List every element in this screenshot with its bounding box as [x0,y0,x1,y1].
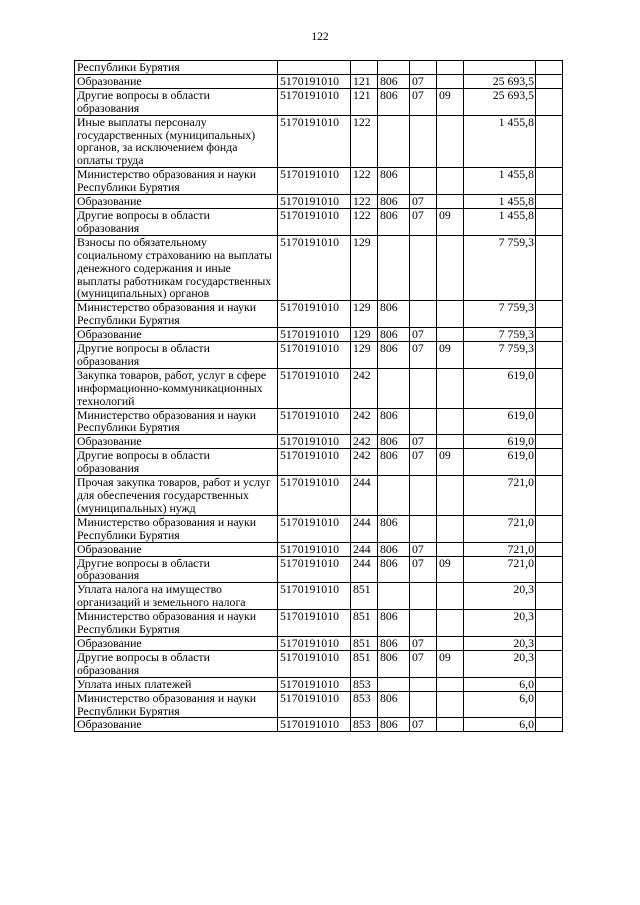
expense-type-cell: 122 [351,115,378,168]
target-article-cell [278,61,351,75]
expense-name-cell: Другие вопросы в области образования [75,208,278,235]
empty-cell [536,342,563,369]
ministry-code-cell [378,677,410,691]
amount-cell: 619,0 [464,408,536,435]
amount-cell: 619,0 [464,368,536,408]
amount-cell: 721,0 [464,476,536,516]
subsection-cell [437,718,464,732]
empty-cell [536,677,563,691]
section-cell: 07 [410,636,437,650]
amount-cell: 6,0 [464,691,536,718]
table-row [75,115,563,168]
ministry-code-cell: 806 [378,74,410,88]
expense-name-cell: Образование [75,328,278,342]
target-article-cell: 5170191010 [278,636,351,650]
expense-type-cell: 244 [351,476,378,516]
ministry-code-cell: 806 [378,208,410,235]
table-row [75,235,563,301]
amount-cell: 721,0 [464,542,536,556]
subsection-cell: 09 [437,342,464,369]
section-cell [410,691,437,718]
amount-cell: 1 455,8 [464,168,536,195]
empty-cell [536,61,563,75]
section-cell [410,368,437,408]
subsection-cell [437,691,464,718]
ministry-code-cell: 806 [378,650,410,677]
table-row [75,691,563,718]
expense-type-cell: 851 [351,636,378,650]
target-article-cell: 5170191010 [278,168,351,195]
table-row [75,168,563,195]
subsection-cell [437,636,464,650]
expense-name-cell: Образование [75,542,278,556]
expense-name-cell: Республики Бурятия [75,61,278,75]
section-cell: 07 [410,208,437,235]
expense-type-cell: 242 [351,435,378,449]
ministry-code-cell [378,368,410,408]
expense-name-cell: Уплата иных платежей [75,677,278,691]
ministry-code-cell: 806 [378,301,410,328]
empty-cell [536,368,563,408]
ministry-code-cell: 806 [378,342,410,369]
expense-type-cell: 853 [351,691,378,718]
table-row [75,301,563,328]
expense-name-cell: Другие вопросы в области образования [75,88,278,115]
section-cell [410,301,437,328]
target-article-cell: 5170191010 [278,115,351,168]
amount-cell: 25 693,5 [464,88,536,115]
ministry-code-cell [378,61,410,75]
empty-cell [536,556,563,583]
section-cell: 07 [410,718,437,732]
amount-cell: 1 455,8 [464,115,536,168]
table-row [75,208,563,235]
table-row [75,610,563,637]
expense-name-cell: Министерство образования и науки Республики Бурятия [75,408,278,435]
target-article-cell: 5170191010 [278,235,351,301]
empty-cell [536,115,563,168]
target-article-cell: 5170191010 [278,542,351,556]
expense-type-cell: 242 [351,449,378,476]
section-cell [410,115,437,168]
target-article-cell: 5170191010 [278,650,351,677]
section-cell: 07 [410,556,437,583]
table-row [75,650,563,677]
expense-type-cell: 242 [351,368,378,408]
expense-type-cell: 122 [351,208,378,235]
ministry-code-cell: 806 [378,556,410,583]
expense-type-cell: 851 [351,610,378,637]
target-article-cell: 5170191010 [278,195,351,209]
subsection-cell [437,368,464,408]
expense-name-cell: Уплата налога на имущество организаций и земельного налога [75,583,278,610]
section-cell: 07 [410,342,437,369]
amount-cell: 6,0 [464,718,536,732]
subsection-cell: 09 [437,650,464,677]
table-row [75,677,563,691]
empty-cell [536,718,563,732]
subsection-cell [437,542,464,556]
table-row [75,515,563,542]
empty-cell [536,408,563,435]
section-cell: 07 [410,435,437,449]
ministry-code-cell: 806 [378,636,410,650]
ministry-code-cell [378,235,410,301]
expense-name-cell: Министерство образования и науки Республики Бурятия [75,515,278,542]
table-row [75,368,563,408]
target-article-cell: 5170191010 [278,328,351,342]
expense-type-cell [351,61,378,75]
ministry-code-cell: 806 [378,718,410,732]
expense-name-cell: Образование [75,718,278,732]
subsection-cell [437,235,464,301]
amount-cell: 20,3 [464,583,536,610]
empty-cell [536,476,563,516]
subsection-cell [437,583,464,610]
expense-type-cell: 244 [351,515,378,542]
expense-name-cell: Образование [75,74,278,88]
empty-cell [536,691,563,718]
expense-name-cell: Другие вопросы в области образования [75,556,278,583]
subsection-cell: 09 [437,556,464,583]
ministry-code-cell [378,476,410,516]
section-cell [410,515,437,542]
empty-cell [536,301,563,328]
subsection-cell: 09 [437,449,464,476]
section-cell [410,583,437,610]
expense-type-cell: 121 [351,88,378,115]
ministry-code-cell [378,115,410,168]
expense-name-cell: Другие вопросы в области образования [75,650,278,677]
table-row [75,74,563,88]
expense-name-cell: Министерство образования и науки Республики Бурятия [75,301,278,328]
section-cell [410,61,437,75]
expense-name-cell: Министерство образования и науки Республики Бурятия [75,610,278,637]
section-cell: 07 [410,328,437,342]
budget-table [74,60,563,732]
section-cell [410,476,437,516]
amount-cell: 7 759,3 [464,235,536,301]
table-row [75,542,563,556]
section-cell: 07 [410,195,437,209]
target-article-cell: 5170191010 [278,301,351,328]
target-article-cell: 5170191010 [278,556,351,583]
empty-cell [536,542,563,556]
target-article-cell: 5170191010 [278,368,351,408]
expense-type-cell: 129 [351,235,378,301]
table-row [75,718,563,732]
amount-cell: 7 759,3 [464,328,536,342]
ministry-code-cell: 806 [378,610,410,637]
expense-type-cell: 129 [351,328,378,342]
amount-cell [464,61,536,75]
target-article-cell: 5170191010 [278,583,351,610]
subsection-cell: 09 [437,208,464,235]
amount-cell: 20,3 [464,636,536,650]
ministry-code-cell: 806 [378,195,410,209]
empty-cell [536,583,563,610]
expense-name-cell: Другие вопросы в области образования [75,342,278,369]
section-cell: 07 [410,650,437,677]
ministry-code-cell: 806 [378,435,410,449]
ministry-code-cell: 806 [378,515,410,542]
empty-cell [536,435,563,449]
expense-type-cell: 244 [351,556,378,583]
expense-type-cell: 853 [351,718,378,732]
subsection-cell [437,74,464,88]
ministry-code-cell: 806 [378,88,410,115]
section-cell [410,677,437,691]
expense-type-cell: 129 [351,342,378,369]
expense-type-cell: 122 [351,168,378,195]
table-body [75,61,563,732]
section-cell: 07 [410,88,437,115]
table-row [75,195,563,209]
expense-name-cell: Министерство образования и науки Республики Бурятия [75,691,278,718]
ministry-code-cell [378,583,410,610]
ministry-code-cell: 806 [378,168,410,195]
table-row [75,88,563,115]
expense-type-cell: 244 [351,542,378,556]
expense-name-cell: Закупка товаров, работ, услуг в сфере информационно-коммуникационных технологий [75,368,278,408]
expense-type-cell: 129 [351,301,378,328]
amount-cell: 25 693,5 [464,74,536,88]
section-cell [410,168,437,195]
expense-name-cell: Министерство образования и науки Республики Бурятия [75,168,278,195]
section-cell [410,235,437,301]
subsection-cell [437,195,464,209]
empty-cell [536,88,563,115]
subsection-cell: 09 [437,88,464,115]
section-cell [410,408,437,435]
section-cell: 07 [410,449,437,476]
subsection-cell [437,677,464,691]
section-cell [410,610,437,637]
subsection-cell [437,301,464,328]
expense-type-cell: 242 [351,408,378,435]
subsection-cell [437,168,464,195]
target-article-cell: 5170191010 [278,476,351,516]
empty-cell [536,328,563,342]
expense-type-cell: 121 [351,74,378,88]
empty-cell [536,195,563,209]
expense-name-cell: Другие вопросы в области образования [75,449,278,476]
amount-cell: 7 759,3 [464,342,536,369]
table-row [75,328,563,342]
subsection-cell [437,328,464,342]
expense-name-cell: Образование [75,195,278,209]
subsection-cell [437,115,464,168]
subsection-cell [437,435,464,449]
expense-name-cell: Образование [75,435,278,449]
target-article-cell: 5170191010 [278,449,351,476]
expense-type-cell: 122 [351,195,378,209]
target-article-cell: 5170191010 [278,88,351,115]
target-article-cell: 5170191010 [278,342,351,369]
table-row [75,636,563,650]
target-article-cell: 5170191010 [278,408,351,435]
target-article-cell: 5170191010 [278,74,351,88]
table-row [75,449,563,476]
ministry-code-cell: 806 [378,328,410,342]
expense-name-cell: Образование [75,636,278,650]
subsection-cell [437,476,464,516]
target-article-cell: 5170191010 [278,208,351,235]
amount-cell: 721,0 [464,556,536,583]
subsection-cell [437,408,464,435]
table-row [75,435,563,449]
empty-cell [536,610,563,637]
amount-cell: 619,0 [464,435,536,449]
section-cell: 07 [410,542,437,556]
empty-cell [536,650,563,677]
target-article-cell: 5170191010 [278,610,351,637]
table-row [75,556,563,583]
subsection-cell [437,515,464,542]
expense-name-cell: Взносы по обязательному социальному страхованию на выплаты денежного содержания и иные выплаты работникам государственных (муниципальных) органов [75,235,278,301]
amount-cell: 7 759,3 [464,301,536,328]
amount-cell: 721,0 [464,515,536,542]
empty-cell [536,515,563,542]
table-row [75,408,563,435]
empty-cell [536,636,563,650]
ministry-code-cell: 806 [378,449,410,476]
expense-name-cell: Иные выплаты персоналу государственных (муниципальных) органов, за исключением фонда оплаты труда [75,115,278,168]
subsection-cell [437,61,464,75]
target-article-cell: 5170191010 [278,677,351,691]
expense-type-cell: 851 [351,650,378,677]
amount-cell: 6,0 [464,677,536,691]
target-article-cell: 5170191010 [278,515,351,542]
target-article-cell: 5170191010 [278,691,351,718]
amount-cell: 20,3 [464,610,536,637]
target-article-cell: 5170191010 [278,435,351,449]
empty-cell [536,208,563,235]
ministry-code-cell: 806 [378,542,410,556]
section-cell: 07 [410,74,437,88]
expense-type-cell: 851 [351,583,378,610]
table-row [75,342,563,369]
empty-cell [536,449,563,476]
table-row [75,61,563,75]
page-number: 122 [311,31,329,43]
empty-cell [536,168,563,195]
empty-cell [536,74,563,88]
expense-name-cell: Прочая закупка товаров, работ и услуг для обеспечения государственных (муниципальных) нужд [75,476,278,516]
ministry-code-cell: 806 [378,691,410,718]
table-row [75,476,563,516]
ministry-code-cell: 806 [378,408,410,435]
amount-cell: 20,3 [464,650,536,677]
expense-type-cell: 853 [351,677,378,691]
empty-cell [536,235,563,301]
subsection-cell [437,610,464,637]
table-row [75,583,563,610]
target-article-cell: 5170191010 [278,718,351,732]
amount-cell: 1 455,8 [464,208,536,235]
amount-cell: 1 455,8 [464,195,536,209]
amount-cell: 619,0 [464,449,536,476]
